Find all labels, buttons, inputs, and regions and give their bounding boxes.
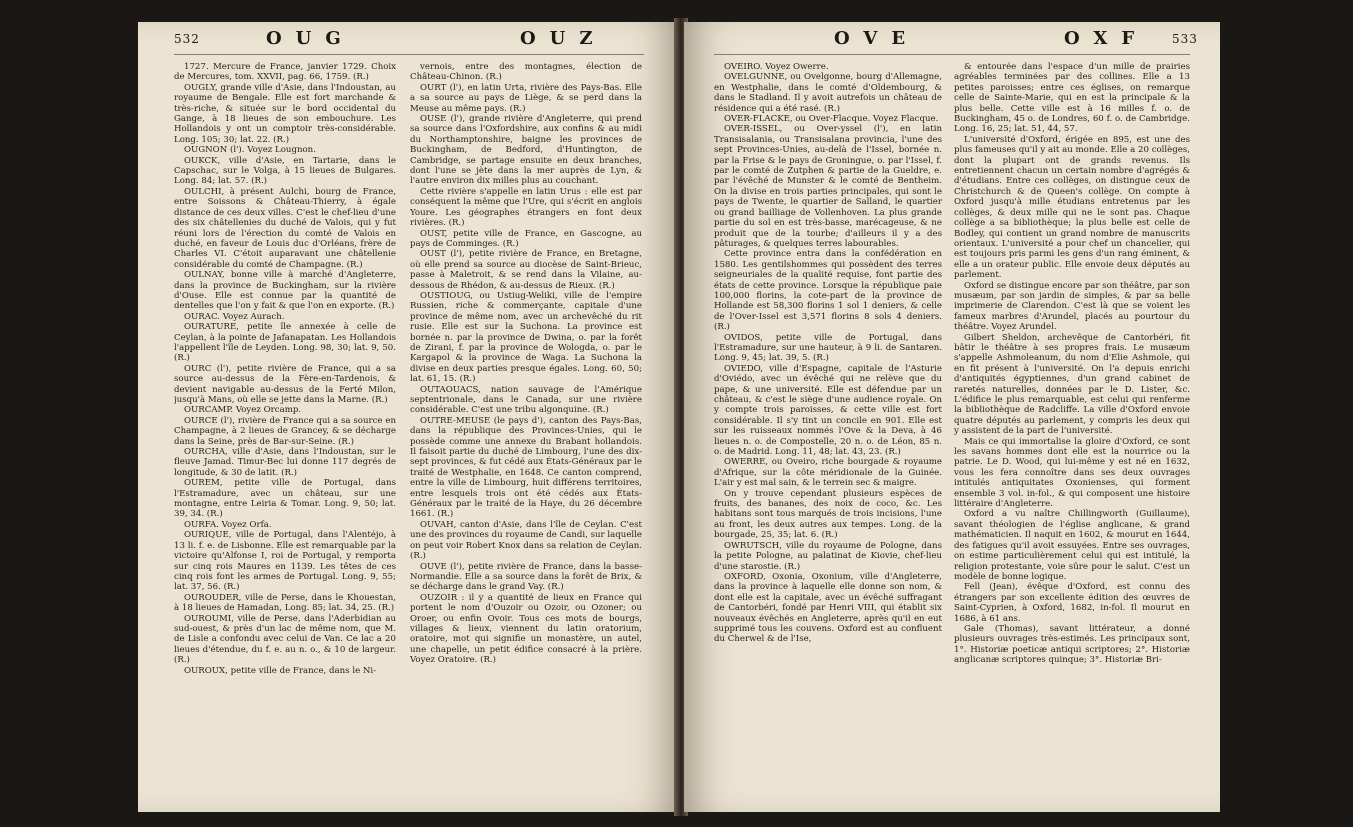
dictionary-entry: OUTAOUACS, nation sauvage de l'Amérique septentrionale, dans le Canada, sur une rivière considérable. C'est une tribu algonquine. (R.) xyxy=(410,384,642,416)
dictionary-entry: OUROUMI, ville de Perse, dans l'Aderbidian au sud-ouest, & près d'un lac de même nom, que M. de Lisle a confondu avec celui de Van. Ce lac a 20 lieues d'étendue, du f. e. au n. o., & 10 de largeur. (R.) xyxy=(174,613,396,666)
running-head-left-2: OUZ xyxy=(520,28,607,49)
dictionary-entry: OUGNON (l'). Voyez Lougnon. xyxy=(184,145,316,156)
dictionary-entry: Cette province entra dans la confédération en 1580. Les gentilshommes qui possèdent des terres seigneuriales de la qualité requise, font partie des états de cette province. Lorsque la république paie 100,000 florins, la cote-part de la province de Hollande est 58,300 florins 1 sol 1 deniers, & celle de l'Over-Issel est 3,571 florins 8 sols 4 deniers. (R.) xyxy=(714,249,942,333)
left-page xyxy=(138,22,678,812)
dictionary-entry: OURATURE, petite île annexée à celle de Ceylan, à la pointe de Jafanapatan. Les Hollandois l'appellent l'île de Leyden. Long. 98, 30; lat. 9, 50. (R.) xyxy=(174,322,396,364)
dictionary-entry: Mais ce qui immortalise la gloire d'Oxford, ce sont les savans hommes dont elle est la nourrice ou la patrie. Le D. Wood, qui lui-même y est né en 1632, vous les fera connoître dans ses deux ouvrages intitulés antiquitates Oxonienses, qui forment ensemble 3 vol. in-fol., & qui composent une histoire littéraire d'Angleterre. xyxy=(954,436,1190,510)
dictionary-entry: Oxford a vu naître Chillingworth (Guillaume), savant théologien de l'église anglicane, & grand mathématicien. Il naquit en 1602, & mourut en 1644, des fatigues qu'il avoit essuyées. Entre ses ouvrages, on estime particulièrement celui qui est intitulé, la religion protestante, voie sûre pour le salut. C'est un modèle de bonne logique. xyxy=(954,509,1190,582)
dictionary-entry: On y trouve cependant plusieurs espèces de fruits, des bananes, des noix de coco, &c. Les habitans sont tous marqués de trois incisions, l'une au front, les deux autres aux tempes. Long. de la bourgade, 25, 35; lat. 6. (R.) xyxy=(714,488,942,541)
dictionary-entry: OUREM, petite ville de Portugal, dans l'Estramadure, avec un château, sur une montagne, entre Leiria & Tomar. Long. 9, 50; lat. 39, 34. (R.) xyxy=(174,478,396,520)
dictionary-entry: OUST, petite ville de France, en Gascogne, au pays de Comminges. (R.) xyxy=(410,228,642,249)
dictionary-entry: OUSE (l'), grande rivière d'Angleterre, qui prend sa source dans l'Oxfordshire, aux confins & au midi du Northamptonshire, baigne les provinces de Buckingham, de Bedford, d'Huntington, de Cambridge, se partage ensuite en deux branches, dont l'une se jète dans la mer auprès de Lyn, & l'autre environ dix milles plus au couchant. xyxy=(410,114,642,187)
dictionary-entry: OULCHI, à présent Aulchi, bourg de France, entre Soissons & Château-Thierry, à égale distance de ces deux villes. C'est le chef-lieu d'une des six châtellenies du duché de Valois, qui y fut réuni lors de l'érection du comté de Valois en duché, en faveur de Louis duc d'Orléans, frère de Charles VI. C'étoit auparavant une châtellenie considérable du comté de Champagne. (R.) xyxy=(174,186,396,270)
left-column-2 xyxy=(410,62,642,802)
dictionary-entry: OVELGUNNE, ou Ovelgonne, bourg d'Allemagne, en Westphalie, dans le comté d'Oldembourg, & dans le Stadland. Il y avoit autrefois un château de résidence qui a été rasé. (R.) xyxy=(714,72,942,114)
dictionary-entry: & entourée dans l'espace d'un mille de prairies agréables terminées par des collines. Elle a 13 petites paroisses; entre ces églises, on remarque celle de Sainte-Marie, qui en est la principale & la plus belle. Cette ville est à 16 milles f. o. de Buckingham, 45 o. de Londres, 60 f. o. de Cambridge. Long. 16, 25; lat. 51, 44, 57. xyxy=(954,62,1190,135)
dictionary-entry: OUST (l'), petite rivière de France, en Bretagne, où elle prend sa source au diocèse de Saint-Brieuc, passe à Maletroit, & se rend dans la Vilaine, au-dessous de Rhédon, & au-dessus de Rieux. (R.) xyxy=(410,249,642,291)
dictionary-entry: OURCHA, ville d'Asie, dans l'Indoustan, sur le fleuve Jamad. Timur-Bec lui donne 117 degrés de longitude, & 30 de latit. (R.) xyxy=(174,447,396,478)
dictionary-entry: OUTRE-MEUSE (le pays d'), canton des Pays-Bas, dans la république des Provinces-Unies, qui le possède comme une annexe du Brabant hollandois. Il faisoit partie du duché de Limbourg, l'une des dix-sept provinces, & fut cédé aux États-Généraux par le traité de Westphalie, en 1648. Ce canton comprend, entre la ville de Limbourg, huit différens territoires, entre lesquels trois ont été cédés aux États-Généraux par le traité de la Haye, du 26 décembre 1661. (R.) xyxy=(410,415,642,520)
dictionary-entry: OUVE (l'), petite rivière de France, dans la basse-Normandie. Elle a sa source dans la forêt de Brix, & se décharge dans le grand Vay. (R.) xyxy=(410,561,642,593)
right-column-1 xyxy=(714,62,942,802)
dictionary-entry: OVER-FLACKE, ou Over-Flacque. Voyez Flacque. xyxy=(724,114,939,125)
dictionary-entry: OURCAMP. Voyez Orcamp. xyxy=(184,405,302,416)
dictionary-entry: OURIQUE, ville de Portugal, dans l'Alentéjo, à 13 li. f. e. de Lisbonne. Elle est remarquable par la victoire qu'Alfonse I, roi de Portugal, y remporta sur cinq rois Maures en 1139. Les têtes de ces cinq rois font les armes de Portugal. Long. 9, 55; lat. 37, 56. (R.) xyxy=(174,530,396,593)
running-head-right-1: OVE xyxy=(834,28,920,49)
dictionary-entry: OUVAH, canton d'Asie, dans l'île de Ceylan. C'est une des provinces du royaume de Candi, sur laquelle on peut voir Robert Knox dans sa relation de Ceylan. (R.) xyxy=(410,519,642,562)
dictionary-entry: OWERRE, ou Oveiro, riche bourgade & royaume d'Afrique, sur la côte méridionale de la Guinée. L'air y est mal sain, & le terrein sec & maigre. xyxy=(714,457,942,489)
dictionary-entry: OURAC. Voyez Aurach. xyxy=(184,311,285,322)
dictionary-entry: OVIDOS, petite ville de Portugal, dans l'Estramadure, sur une hauteur, à 9 li. de Santaren. Long. 9, 45; lat. 39, 5. (R.) xyxy=(714,332,942,364)
dictionary-entry: Gale (Thomas), savant littérateur, a donné plusieurs ouvrages très-estimés. Les principaux sont, 1°. Historiæ poeticæ antiqui scriptores; 2°. Historiæ anglicanæ scriptores quinque; 3°. Historiæ Bri- xyxy=(954,623,1190,666)
right-page xyxy=(684,22,1220,812)
header-rule-right xyxy=(714,54,1190,55)
dictionary-entry: Oxford se distingue encore par son théâtre, par son musæum, par son jardin de simples, & par sa belle imprimerie de Clarendon. C'est là que se voient les fameux marbres d'Arundel, placés au pourtour du théâtre. Voyez Arundel. xyxy=(954,280,1190,333)
dictionary-entry: Gilbert Sheldon, archevêque de Cantorbéri, fit bâtir le théâtre à ses propres frais. Le musæum s'appelle Ashmoleanum, du nom d'Elie Ashmole, qui en fit présent à l'université. On l'a depuis enrichi d'antiquités égyptiennes, d'un grand cabinet de raretés naturelles, données par le D. Lister, &c. L'édifice le plus remarquable, est celui qui renferme la bibliothèque de Radcliffe. La ville d'Oxford envoie quatre députés au parlement, y compris les deux qui y assistent de la part de l'université. xyxy=(954,332,1190,437)
page-number-right: 533 xyxy=(1172,32,1198,46)
left-column-1 xyxy=(174,62,396,802)
dictionary-entry: OVIEDO, ville d'Espagne, capitale de l'Asturie d'Oviédo, avec un évêché qui ne relève que du pape, & une université. Elle est défendue par un château, & c'est le siège d'une audience royale. On y compte trois paroisses, & cette ville est fort considérable. Il s'y tint un concile en 901. Elle est sur les ruisseaux nommés l'Ove & la Deva, à 46 lieues n. o. de Compostelle, 20 n. o. de Léon, 85 n. o. de Madrid. Long. 11, 48; lat. 43, 23. (R.) xyxy=(714,363,942,458)
dictionary-entry: OULNAY, bonne ville à marché d'Angleterre, dans la province de Buckingham, sur la rivière d'Ouse. Elle est connue par la quantité de dentelles que l'on y fait & que l'on en exporte. (R.) xyxy=(174,270,396,312)
dictionary-entry: OURC (l'), petite rivière de France, qui a sa source au-dessus de la Fère-en-Tardenois, & devient navigable au-dessus de la Ferté Milon, jusqu'à Mans, où elle se jette dans la Marne. (R.) xyxy=(174,363,396,405)
page-number-left: 532 xyxy=(174,32,200,46)
dictionary-entry: OURT (l'), en latin Urta, rivière des Pays-Bas. Elle a sa source au pays de Liège, & se perd dans la Meuse au même pays. (R.) xyxy=(410,82,642,114)
dictionary-entry: Cette rivière s'appelle en latin Urus : elle est par conséquent la même que l'Ure, qui s'écrit en anglois Youre. Les géographes étrangers en font deux rivières. (R.) xyxy=(410,186,642,229)
dictionary-entry: OUROUX, petite ville de France, dans le Ni- xyxy=(184,665,377,676)
dictionary-entry: OUGLY, grande ville d'Asie, dans l'Indoustan, au royaume de Bengale. Elle est fort marchande & très-riche, & située sur le bord occidental du Gange, à 18 lieues de son embouchure. Les Hollandois y ont un comptoir très-considérable. Long. 105; 30; lat. 22. (R.) xyxy=(174,82,396,145)
right-column-2 xyxy=(954,62,1190,802)
dictionary-entry: OUSTIOUG, ou Ustiug-Weliki, ville de l'empire Russien, riche & commerçante, capitale d'une province de même nom, avec un archevêché du rit rusie. Elle est sur la Suchona. La province est bornée n. par la province de Dwina, o. par la forêt de Zirani, f. par la province de Wologda, o. par le Kargapol & la province de Waga. La Suchona la divise en deux parties presque égales. Long. 60, 50; lat. 61, 15. (R.) xyxy=(410,290,642,385)
dictionary-entry: OVEIRO. Voyez Owerre. xyxy=(724,62,829,72)
dictionary-entry: OUKCK, ville d'Asie, en Tartarie, dans le Capschac, sur le Volga, à 15 lieues de Bulgares. Long. 84; lat. 57. (R.) xyxy=(174,155,396,187)
dictionary-entry: OWRUTSCH, ville du royaume de Pologne, dans la petite Pologne, au palatinat de Kiovie, chef-lieu d'une starostie. (R.) xyxy=(714,540,942,572)
dictionary-entry: L'université d'Oxford, érigée en 895, est une des plus fameuses qu'il y ait au monde. Elle a 20 collèges, dont la plupart ont de grands revenus. Ils entretiennent chacun un certain nombre d'agrégés & d'étudians. Entre ces collèges, on distingue ceux de Christchurch & de Queen's collège. On compte à Oxford jusqu'à mille étudians entretenus par les collèges, & deux mille qui ne le sont pas. Chaque collège a sa bibliothèque; la plus belle est celle de Bodley, qui contient un grand nombre de manuscrits orientaux. L'université a pour chef un chancelier, qui est toujours pris parmi les gens d'un rang éminent, & elle a un orateur public. Elle envoie deux députés au parlement. xyxy=(954,134,1190,281)
dictionary-entry: OXFORD, Oxonia, Oxonium, ville d'Angleterre, dans la province à laquelle elle donne son nom, & dont elle est la capitale, avec un évêché suffragant de Cantorbéri, fondé par Henri VIII, qui établit six nouveaux évêchés en Angleterre, après qu'il en eut supprimé tous les couvens. Oxford est au confluent du Cherwel & de l'Ise, xyxy=(714,571,942,645)
dictionary-entry: Fell (Jean), évêque d'Oxford, est connu des étrangers par son excellente édition des œuvres de Saint-Cyprien, à Oxford, 1682, in-fol. Il mourut en 1686, à 61 ans. xyxy=(954,582,1190,624)
dictionary-entry: OVER-ISSEL, ou Over-yssel (l'), en latin Transisalania, ou Transisalana provincia, l'une des sept Provinces-Unies, au-delà de l'Issel, bornée n. par la Frise & le pays de Groningue, o. par l'Issel, f. par le comté de Zutphen & partie de la Gueldre, e. par l'évêché de Munster & le comté de Bentheim. On la divise en trois parties principales, qui sont le pays de Twente, le quartier de Salland, le quartier ou grand bailliage de Vollenhoven. La plus grande partie du sol en est très-basse, marécageuse, & ne produit que de la tourbe; d'ailleurs il y a des pâturages, & quelques terres labourables. xyxy=(714,124,942,249)
running-head-left-1: OUG xyxy=(266,28,355,49)
running-head-right-2: OXF xyxy=(1064,28,1149,49)
dictionary-entry: 1727. Mercure de France, janvier 1729. Choix de Mercures, tom. XXVII, pag. 66, 1759. (R.) xyxy=(174,62,396,83)
dictionary-entry: OUROUDER, ville de Perse, dans le Khouestan, à 18 lieues de Hamadan, Long. 85; lat. 34, 25. (R.) xyxy=(174,592,396,614)
dictionary-entry: vernois, entre des montagnes, élection de Château-Chinon. (R.) xyxy=(410,62,642,83)
dictionary-entry: OURFA. Voyez Orfa. xyxy=(184,519,272,530)
dictionary-entry: OUZOIR : il y a quantité de lieux en France qui portent le nom d'Ouzoir ou Ozoir, ou Ozoner; ou Oroer, ou enfin Ovoir. Tous ces mots de bourgs, villages & lieux, viennent du latin oratorium, oratoire, mot qui signifie un monastère, un autel, une chapelle, un petit édifice consacré à la prière. Voyez Oratoire. (R.) xyxy=(410,592,642,666)
dictionary-entry: OURCE (l'), rivière de France qui a sa source en Champagne, à 2 lieues de Grancey, & se décharge dans la Seine, près de Bar-sur-Seine. (R.) xyxy=(174,415,396,447)
header-rule-left xyxy=(174,54,644,55)
